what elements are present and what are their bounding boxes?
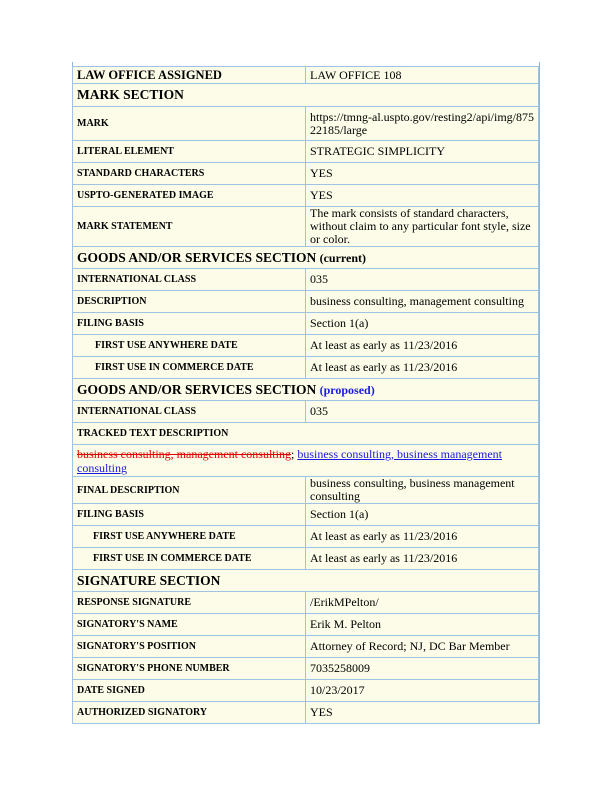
current-first-use-commerce-value: At least as early as 11/23/2016: [306, 357, 539, 379]
proposed-filing-basis-value: Section 1(a): [306, 504, 539, 526]
standard-characters-label: STANDARD CHARACTERS: [73, 163, 306, 185]
proposed-first-use-commerce-label: FIRST USE IN COMMERCE DATE: [73, 548, 306, 570]
goods-proposed-heading: [73, 379, 539, 401]
tracked-deleted-text: business consulting, management consulting: [77, 446, 291, 461]
standard-characters-value: YES: [306, 163, 539, 185]
current-class-label: INTERNATIONAL CLASS: [73, 269, 306, 291]
literal-element-label: LITERAL ELEMENT: [73, 141, 306, 163]
current-filing-basis-value: Section 1(a): [306, 313, 539, 335]
final-description-label: FINAL DESCRIPTION: [73, 477, 306, 504]
signatory-name-label: SIGNATORY'S NAME: [73, 614, 306, 636]
literal-element-value: STRATEGIC SIMPLICITY: [306, 141, 539, 163]
goods-proposed-qualifier: (proposed): [319, 382, 375, 397]
date-signed-value: 10/23/2017: [306, 680, 539, 702]
proposed-first-use-anywhere-label: FIRST USE ANYWHERE DATE: [73, 526, 306, 548]
current-first-use-commerce-label: FIRST USE IN COMMERCE DATE: [73, 357, 306, 379]
response-signature-value: /ErikMPelton/: [306, 592, 539, 614]
proposed-filing-basis-label: FILING BASIS: [73, 504, 306, 526]
uspto-image-label: USPTO-GENERATED IMAGE: [73, 185, 306, 207]
current-description-label: DESCRIPTION: [73, 291, 306, 313]
current-first-use-anywhere-value: At least as early as 11/23/2016: [306, 335, 539, 357]
mark-statement-label: MARK STATEMENT: [73, 207, 306, 247]
law-office-value: LAW OFFICE 108: [306, 67, 539, 84]
proposed-first-use-anywhere-value: At least as early as 11/23/2016: [306, 526, 539, 548]
tracked-description-label: TRACKED TEXT DESCRIPTION: [73, 423, 539, 445]
current-filing-basis-label: FILING BASIS: [73, 313, 306, 335]
mark-statement-value: The mark consists of standard characters, without claim to any particular font style, size or color.: [306, 207, 539, 247]
goods-current-qualifier: (current): [319, 250, 367, 265]
goods-proposed-title: GOODS AND/OR SERVICES SECTION: [77, 381, 317, 397]
signatory-phone-value: 7035258009: [306, 658, 539, 680]
tracked-inserted-text: business consulting, business management consulting: [77, 446, 502, 475]
current-first-use-anywhere-label: FIRST USE ANYWHERE DATE: [73, 335, 306, 357]
current-class-value: 035: [306, 269, 539, 291]
authorized-signatory-label: AUTHORIZED SIGNATORY: [73, 702, 306, 724]
trademark-response-table: [72, 66, 539, 724]
uspto-image-value: YES: [306, 185, 539, 207]
goods-current-title: GOODS AND/OR SERVICES SECTION: [77, 249, 317, 265]
signature-section-heading: SIGNATURE SECTION: [73, 570, 539, 592]
authorized-signatory-value: YES: [306, 702, 539, 724]
signatory-name-value: Erik M. Pelton: [306, 614, 539, 636]
final-description-value: business consulting, business management consulting: [306, 477, 539, 504]
proposed-class-value: 035: [306, 401, 539, 423]
tracked-description-text: [73, 445, 539, 477]
proposed-class-label: INTERNATIONAL CLASS: [73, 401, 306, 423]
date-signed-label: DATE SIGNED: [73, 680, 306, 702]
current-description-value: business consulting, management consulting: [306, 291, 539, 313]
goods-current-heading: [73, 247, 539, 269]
mark-label: MARK: [73, 107, 306, 141]
proposed-first-use-commerce-value: At least as early as 11/23/2016: [306, 548, 539, 570]
tracked-separator: ;: [290, 446, 295, 461]
mark-section-heading: MARK SECTION: [73, 84, 539, 107]
law-office-row: [73, 67, 539, 84]
response-signature-label: RESPONSE SIGNATURE: [73, 592, 306, 614]
law-office-label: LAW OFFICE ASSIGNED: [73, 67, 306, 84]
mark-value: https://tmng-al.uspto.gov/resting2/api/img/87522185/large: [306, 107, 539, 141]
signatory-phone-label: SIGNATORY'S PHONE NUMBER: [73, 658, 306, 680]
signatory-position-value: Attorney of Record; NJ, DC Bar Member: [306, 636, 539, 658]
signatory-position-label: SIGNATORY'S POSITION: [73, 636, 306, 658]
